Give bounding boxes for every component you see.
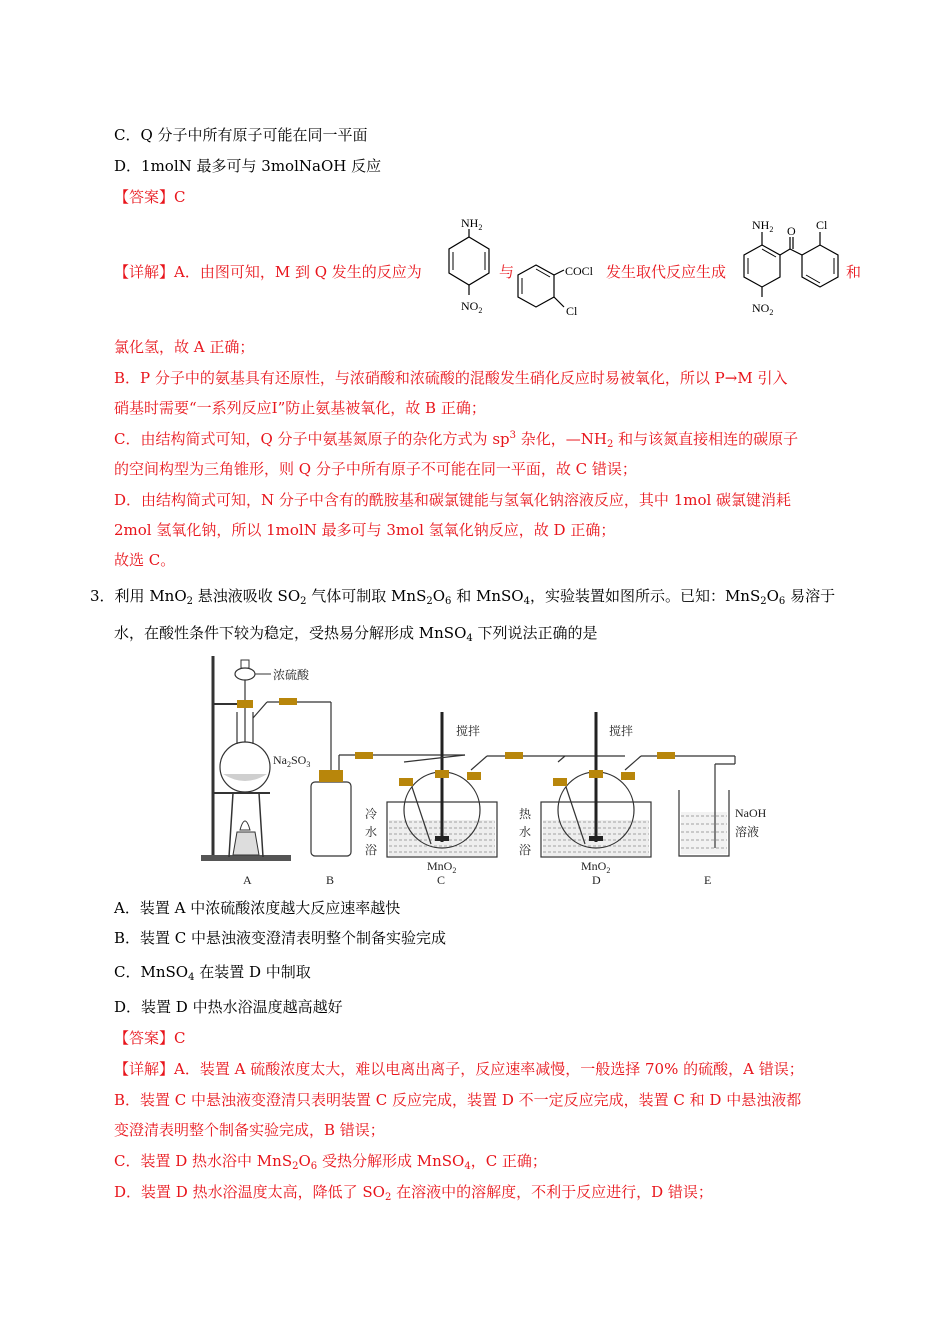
label-b: B xyxy=(326,873,335,887)
o-label: O xyxy=(787,224,796,238)
detail-a-he: 和 xyxy=(846,263,862,281)
acid-label: 浓硫酸 xyxy=(273,668,310,682)
option-c-q3: C．MnSO$_4$ 在装置 D 中制取 xyxy=(114,963,311,983)
no2-label-1: $NO_2$ xyxy=(461,299,483,315)
detail-b-line2: 硝基时需要“一系列反应Ⅰ”防止氨基被氧化，故 B 正确； xyxy=(114,399,486,417)
detail-c-line1 xyxy=(114,429,798,449)
sp3-sup: 3 xyxy=(509,430,516,441)
option-b-q3: B．装置 C 中悬浊液变澄清表明整个制备实验完成 xyxy=(114,929,447,947)
detail-c-text-a: C．由结构简式可知，Q 分子中氨基氮原子的杂化方式为 sp xyxy=(114,430,510,448)
label-e: E xyxy=(704,873,712,887)
cold-char-1: 冷 xyxy=(365,807,378,821)
label-d: D xyxy=(592,873,601,887)
question3-stem-line1: 3．利用 MnO$_2$ 悬浊液吸收 $SO_2$ 气体可制取 $MnS_2O_6$ 和 MnSO$_4$，实验装置如图所示。已知：$MnS_2O_6$ 易溶于 xyxy=(90,587,836,607)
apparatus-diagram xyxy=(195,652,795,892)
nh2-label-2: $NH_2$ xyxy=(752,218,774,234)
detail-a-substitution: 发生取代反应生成 xyxy=(606,263,727,281)
hot-char-2: 水 xyxy=(519,825,532,839)
conclusion-q2: 故选 C。 xyxy=(114,551,176,569)
detail-d-line1: D．由结构简式可知，N 分子中含有的酰胺基和碳氯键能与氢氧化钠溶液反应，其中 1mol 碳氯键消耗 xyxy=(114,491,792,509)
detail-a-and: 与 xyxy=(499,263,515,281)
cl-label-1: Cl xyxy=(566,304,578,318)
naoh-solution-label: 溶液 xyxy=(735,825,760,839)
detail-tag: 【详解】 xyxy=(114,263,175,281)
structure-nitroaniline xyxy=(440,215,500,325)
answer-q3: 【答案】C xyxy=(114,1029,186,1047)
detail-b-q3-line2: 变澄清表明整个制备实验完成，B 错误； xyxy=(114,1121,385,1139)
option-d-q3: D．装置 D 中热水浴温度越高越好 xyxy=(114,998,343,1016)
stir-label-d: 搅拌 xyxy=(609,724,634,738)
hot-char-1: 热 xyxy=(519,807,532,821)
detail-d-line2: 2mol 氢氧化钠，所以 1molN 最多可与 3mol 氢氧化钠反应，故 D 正确； xyxy=(114,521,616,539)
structure-chlorobenzoyl-chloride xyxy=(514,255,610,325)
detail-d-q3: D．装置 D 热水浴温度太高，降低了 $SO_2$ 在溶液中的溶解度，不利于反应进行，D 错误； xyxy=(114,1183,713,1203)
detail-a-part1 xyxy=(114,262,422,282)
mno2-label-d: MnO$_2$ xyxy=(581,859,611,875)
na2so3-label: $Na_2SO_3$ xyxy=(273,753,311,769)
cold-char-2: 水 xyxy=(365,825,378,839)
detail-b-q3-line1: B．装置 C 中悬浊液变澄清只表明装置 C 反应完成，装置 D 不一定反应完成，装置 C 和 D 中悬浊液都 xyxy=(114,1091,802,1109)
naoh-label: NaOH xyxy=(735,806,767,820)
detail-c-text-c: 和与该氮直接相连的碳原子 xyxy=(613,430,799,448)
nh2-label-1: $NH_2$ xyxy=(461,216,483,232)
answer-value: C xyxy=(174,188,186,206)
cold-char-3: 浴 xyxy=(365,843,378,857)
detail-a-part2: 氯化氢，故 A 正确； xyxy=(114,338,255,356)
mno2-label-c: MnO$_2$ xyxy=(427,859,457,875)
stir-label-c: 搅拌 xyxy=(456,724,481,738)
detail-a-q3: 【详解】A．装置 A 硫酸浓度太大，难以电离出离子，反应速率减慢，一般选择 70% 的硫酸，A 错误； xyxy=(114,1060,804,1078)
cl-label-2: Cl xyxy=(816,218,828,232)
question3-stem-line2: 水，在酸性条件下较为稳定，受热易分解形成 MnSO$_4$ 下列说法正确的是 xyxy=(114,624,598,644)
detail-c-line2: 的空间构型为三角锥形，则 Q 分子中所有原子不可能在同一平面，故 C 错误； xyxy=(114,460,637,478)
label-c: C xyxy=(437,873,446,887)
option-c-q2: C．Q 分子中所有原子可能在同一平面 xyxy=(114,126,368,144)
answer-tag: 【答案】 xyxy=(114,188,175,206)
structure-product xyxy=(738,215,848,327)
cocl-label: COCl xyxy=(565,264,594,278)
detail-b-line1: B．P 分子中的氨基具有还原性，与浓硝酸和浓硫酸的混酸发生硝化反应时易被氧化，所以 P→M 引入 xyxy=(114,369,788,387)
nh2-sub: 2 xyxy=(606,439,614,450)
detail-c-q3: C．装置 D 热水浴中 $MnS_2O_6$ 受热分解形成 MnSO$_4$，C 正确； xyxy=(114,1152,547,1172)
no2-label-2: $NO_2$ xyxy=(752,301,774,317)
option-d-q2: D．1molN 最多可与 3molNaOH 反应 xyxy=(114,157,382,175)
hot-char-3: 浴 xyxy=(519,843,532,857)
answer-q2 xyxy=(114,187,186,207)
question-number: 3． xyxy=(90,587,115,605)
option-a-q3: A．装置 A 中浓硫酸浓度越大反应速率越快 xyxy=(114,899,401,917)
detail-c-text-b: 杂化，—NH xyxy=(516,430,607,448)
detail-a-text: A．由图可知，M 到 Q 发生的反应为 xyxy=(174,263,422,281)
label-a: A xyxy=(243,873,252,887)
